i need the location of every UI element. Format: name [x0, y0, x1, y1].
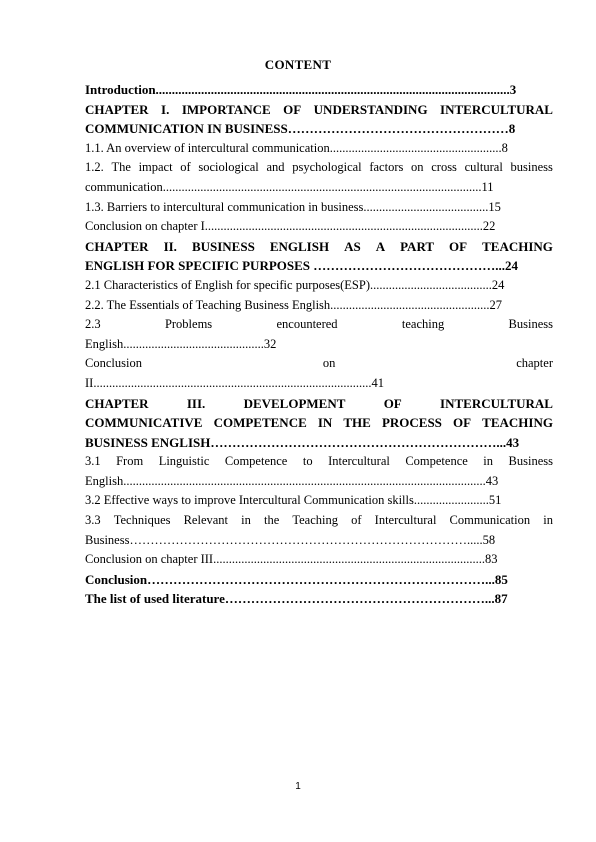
toc-word: Relevant — [183, 513, 229, 528]
toc-word: Problems — [164, 317, 213, 332]
toc-word: THE — [343, 415, 371, 431]
toc-word: 3.3 — [85, 513, 101, 528]
toc-word: CHAPTER — [85, 395, 149, 411]
toc-item-2-3-line-2[interactable]: English.............................................32 — [85, 336, 277, 351]
toc-word: IN — [317, 415, 333, 431]
toc-item-3-3-line-1[interactable] — [85, 511, 553, 531]
toc-word: Business — [508, 454, 553, 469]
toc-word: COMPETENCE — [213, 415, 307, 431]
toc-word: OF — [449, 238, 468, 254]
toc-chapter-2-line-2[interactable]: ENGLISH FOR SPECIFIC PURPOSES ……………………………………...24 — [85, 258, 519, 274]
toc-word: PROCESS — [381, 415, 442, 431]
toc-word: The — [111, 160, 131, 175]
toc-title: CONTENT — [264, 57, 332, 72]
toc-item-2-2[interactable]: 2.2. The Essentials of Teaching Business English...................................................27 — [85, 297, 503, 312]
toc-word: on — [322, 356, 336, 371]
toc-word: OF — [453, 415, 472, 431]
toc-word: of — [351, 513, 362, 528]
toc-word: Competence — [224, 454, 288, 469]
toc-word: sociological — [198, 160, 259, 175]
toc-word: CHAPTER — [85, 238, 149, 254]
toc-item-2-3-line-1[interactable] — [85, 315, 553, 335]
toc-chapter-2-line-1[interactable] — [85, 237, 553, 257]
toc-word: 3.1 — [85, 454, 101, 469]
toc-word: in — [483, 454, 494, 469]
toc-chapter-3-line-2[interactable] — [85, 413, 553, 433]
toc-word: Techniques — [113, 513, 171, 528]
toc-word: OF — [383, 395, 402, 411]
toc-word: TEACHING — [482, 238, 553, 254]
toc-item-3-3-line-2[interactable]: Business……………………………………………………………………….....58 — [85, 532, 496, 547]
toc-word: chapter — [516, 356, 553, 371]
toc-word: 2.3 — [85, 317, 101, 332]
toc-word: Intercultural — [374, 513, 437, 528]
toc-conclusion[interactable]: Conclusion……………………………………………………………………...85 — [85, 571, 508, 587]
toc-word: TEACHING — [482, 415, 553, 431]
toc-chapter-3-line-1[interactable] — [85, 394, 553, 414]
toc-word: Business — [508, 317, 553, 332]
toc-word: teaching — [401, 317, 445, 332]
toc-word: Intercultural — [328, 454, 390, 469]
page-number: 1 — [295, 781, 301, 792]
toc-word: I. — [161, 101, 170, 117]
table-of-contents — [85, 80, 553, 609]
toc-word: INTERCULTURAL — [440, 395, 553, 411]
toc-word: UNDERSTANDING — [313, 101, 428, 117]
toc-word: to — [302, 454, 313, 469]
toc-literature[interactable]: The list of used literature……………………………………………………...87 — [85, 591, 508, 607]
toc-word: COMMUNICATIVE — [85, 415, 203, 431]
toc-word: Linguistic — [158, 454, 210, 469]
toc-conclusion-chapter-2-line-2[interactable]: II.........................................................................................41 — [85, 375, 384, 390]
toc-word: DEVELOPMENT — [243, 395, 346, 411]
toc-word: III. — [186, 395, 206, 411]
toc-word: the — [263, 513, 280, 528]
toc-chapter-3-line-3[interactable]: BUSINESS ENGLISH…………………………………………………………...43 — [85, 434, 520, 450]
toc-item-1-2-line-1[interactable] — [85, 158, 553, 178]
toc-chapter-1-line-2[interactable]: COMMUNICATION IN BUSINESS……………………………………………8 — [85, 121, 516, 137]
toc-word: AS — [344, 238, 361, 254]
toc-word: Competence — [405, 454, 468, 469]
toc-word: PART — [400, 238, 435, 254]
toc-word: of — [180, 160, 191, 175]
toc-word: II. — [163, 238, 177, 254]
toc-introduction[interactable]: Introduction.............................................................................................................3 — [85, 82, 517, 97]
toc-item-1-2-line-2[interactable]: communication......................................................................................................11 — [85, 179, 494, 194]
toc-word: From — [116, 454, 144, 469]
toc-word: factors — [369, 160, 404, 175]
toc-word: cross — [431, 160, 457, 175]
toc-word: encountered — [276, 317, 338, 332]
toc-word: 1.2. — [85, 160, 104, 175]
toc-word: and — [266, 160, 285, 175]
toc-item-2-1[interactable]: 2.1 Characteristics of English for specific purposes(ESP).......................................24 — [85, 277, 505, 292]
toc-word: psychological — [292, 160, 362, 175]
toc-word: cultural — [464, 160, 503, 175]
toc-item-1-1[interactable]: 1.1. An overview of intercultural communication.......................................................8 — [85, 140, 508, 155]
toc-word: IMPORTANCE — [181, 101, 271, 117]
toc-word: business — [510, 160, 553, 175]
toc-word: Teaching — [292, 513, 339, 528]
toc-item-3-2[interactable]: 3.2 Effective ways to improve Intercultural Communication skills........................51 — [85, 493, 502, 508]
toc-word: INTERCULTURAL — [440, 101, 553, 117]
toc-word: Conclusion — [85, 356, 142, 371]
toc-conclusion-chapter-1[interactable]: Conclusion on chapter I.........................................................................................22 — [85, 219, 496, 234]
toc-word: in — [241, 513, 251, 528]
toc-conclusion-chapter-3[interactable]: Conclusion on chapter III.......................................................................................83 — [85, 552, 498, 567]
toc-word: A — [375, 238, 386, 254]
toc-word: BUSINESS — [191, 238, 255, 254]
toc-word: impact — [138, 160, 173, 175]
toc-chapter-1-line-1[interactable] — [85, 100, 553, 120]
toc-word: in — [543, 513, 553, 528]
toc-word: CHAPTER — [85, 101, 149, 117]
toc-item-3-1-line-2[interactable]: English....................................................................................................................43 — [85, 473, 499, 488]
toc-word: on — [411, 160, 424, 175]
toc-item-3-1-line-1[interactable] — [85, 452, 553, 472]
toc-item-1-3[interactable]: 1.3. Barriers to intercultural communication in business........................................15 — [85, 199, 501, 214]
toc-word: Communication — [449, 513, 531, 528]
toc-word: OF — [283, 101, 302, 117]
toc-word: ENGLISH — [269, 238, 330, 254]
toc-conclusion-chapter-2-line-1[interactable] — [85, 354, 553, 374]
